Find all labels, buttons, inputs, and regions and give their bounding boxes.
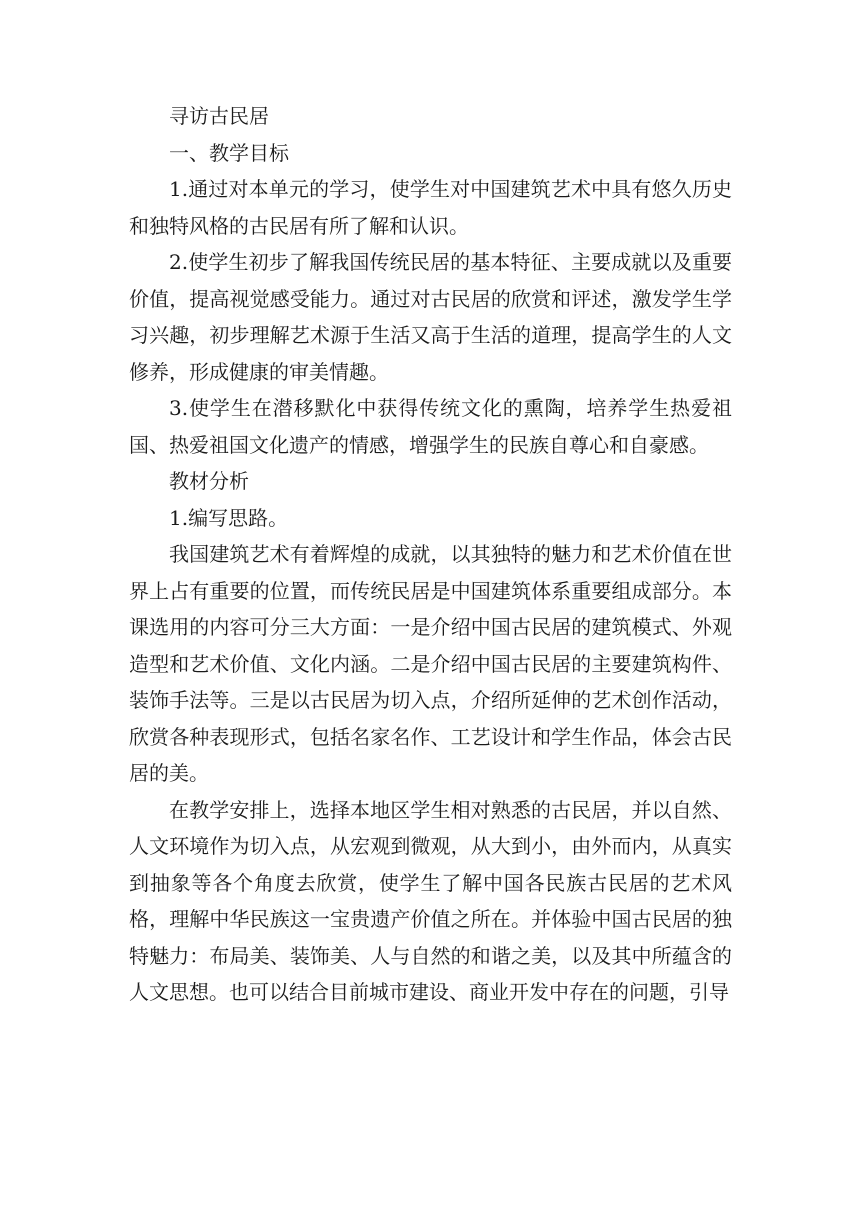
goal-paragraph-2: 2.使学生初步了解我国传统民居的基本特征、主要成就以及重要价值，提高视觉感受能力。通过对古民居的欣赏和评述，激发学生学习兴趣，初步理解艺术源于生活又高于生活的道理，提高学生的人文修养，形成健康的审美情趣。 xyxy=(129,250,732,384)
section-heading-teaching-goals: 一、教学目标 xyxy=(169,140,289,165)
document-body xyxy=(129,98,732,1011)
subheading-writing-approach: 1.编写思路。 xyxy=(169,505,289,530)
body-paragraph-architecture: 我国建筑艺术有着辉煌的成就，以其独特的魅力和艺术价值在世界上占有重要的位置，而传统民居是中国建筑体系重要组成部分。本课选用的内容可分三大方面：一是介绍中国古民居的建筑模式、外观造型和艺术价值、文化内涵。二是介绍中国古民居的主要建筑构件、装饰手法等。三是以古民居为切入点，介绍所延伸的艺术创作活动，欣赏各种表现形式，包括名家名作、工艺设计和学生作品，体会古民居的美。 xyxy=(129,542,732,785)
goal-paragraph-1: 1.通过对本单元的学习，使学生对中国建筑艺术中具有悠久历史和独特风格的古民居有所了解和认识。 xyxy=(129,177,732,238)
section-heading-material-analysis: 教材分析 xyxy=(169,469,249,493)
document-title: 寻访古民居 xyxy=(169,104,269,128)
body-paragraph-teaching-arrangement: 在教学安排上，选择本地区学生相对熟悉的古民居，并以自然、人文环境作为切入点，从宏观到微观，从大到小，由外而内，从真实到抽象等各个角度去欣赏，使学生了解中国各民族古民居的艺术风格，理解中华民族这一宝贵遗产价值之所在。并体验中国古民居的独特魅力：布局美、装饰美、人与自然的和谐之美，以及其中所蕴含的人文思想。也可以结合目前城市建设、商业开发中存在的问题，引导 xyxy=(129,797,732,1004)
goal-paragraph-3: 3.使学生在潜移默化中获得传统文化的熏陶，培养学生热爱祖国、热爱祖国文化遗产的情感，增强学生的民族自尊心和自豪感。 xyxy=(129,396,732,457)
